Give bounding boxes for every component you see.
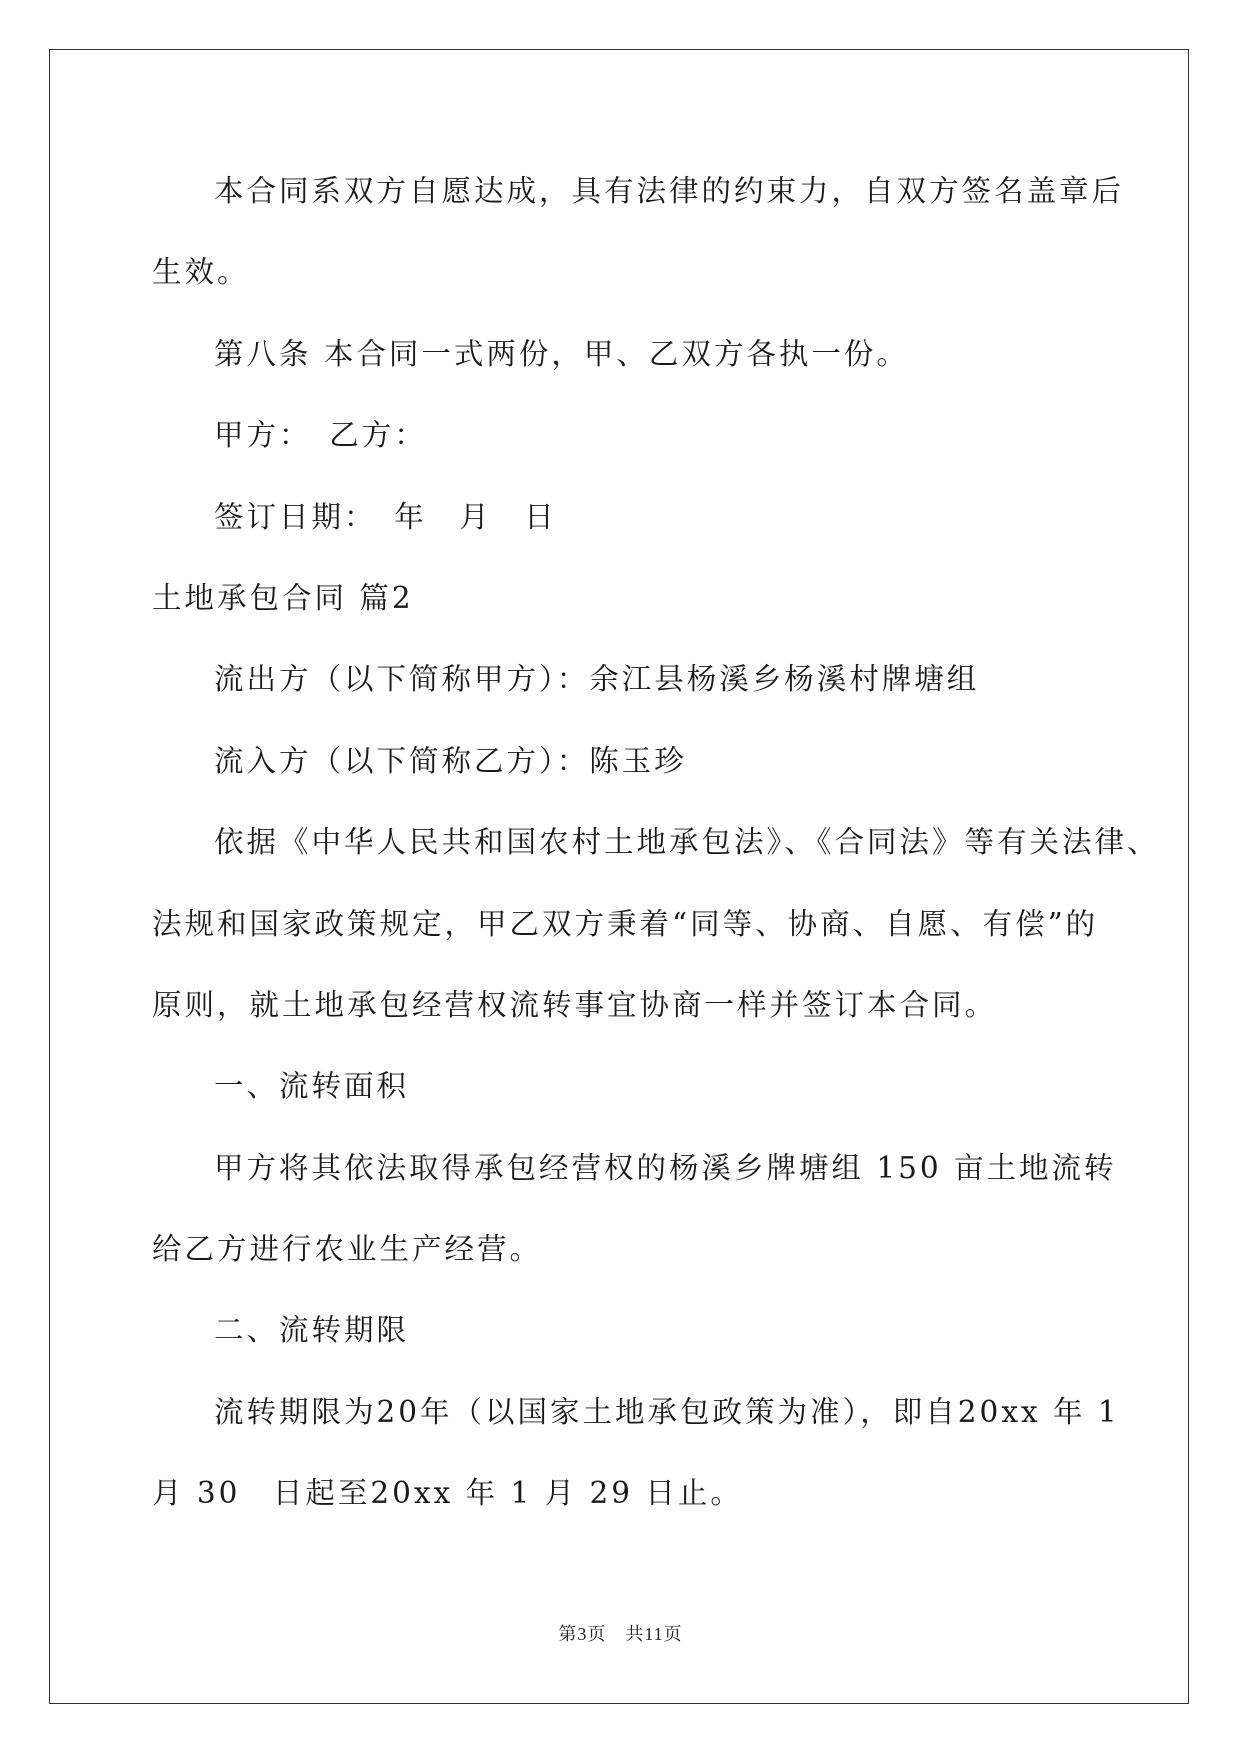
text-line: 原则，就土地承包经营权流转事宜协商一样并签订本合同。 [152, 987, 998, 1022]
text-line: 本合同系双方自愿达成，具有法律的约束力，自双方签名盖章后 [214, 174, 1125, 208]
text-line: 土地承包合同 篇2 [152, 580, 414, 615]
text-line: 流转期限为20年（以国家土地承包政策为准），即自20xx 年 1 [214, 1394, 1120, 1429]
text-line: 二、流转期限 [214, 1313, 410, 1348]
text-line: 第八条 本合同一式两份，甲、乙双方各执一份。 [214, 336, 909, 371]
text-line: 一、流转面积 [214, 1069, 410, 1104]
text-line: 流出方（以下简称甲方）：余江县杨溪乡杨溪村牌塘组 [214, 662, 980, 697]
text-line: 甲方将其依法取得承包经营权的杨溪乡牌塘组 150 亩土地流转 [214, 1150, 1117, 1185]
text-line: 月 30 日起至20xx 年 1 月 29 日止。 [152, 1476, 743, 1511]
text-line: 签订日期： 年 月 日 [214, 499, 557, 534]
text-line: 甲方： 乙方： [214, 418, 427, 453]
text-line: 流入方（以下简称乙方）：陈玉珍 [214, 743, 687, 778]
text-line: 法规和国家政策规定，甲乙双方秉着“同等、协商、自愿、有偿”的 [152, 906, 1099, 941]
text-line: 生效。 [152, 255, 250, 290]
document-body [152, 163, 1160, 1547]
text-line: 给乙方进行农业生产经营。 [152, 1232, 543, 1267]
page-number-footer: 第3页 共11页 [558, 1624, 683, 1644]
text-line: 依据《中华人民共和国农村土地承包法》、《合同法》等有关法律、 [214, 825, 1160, 860]
